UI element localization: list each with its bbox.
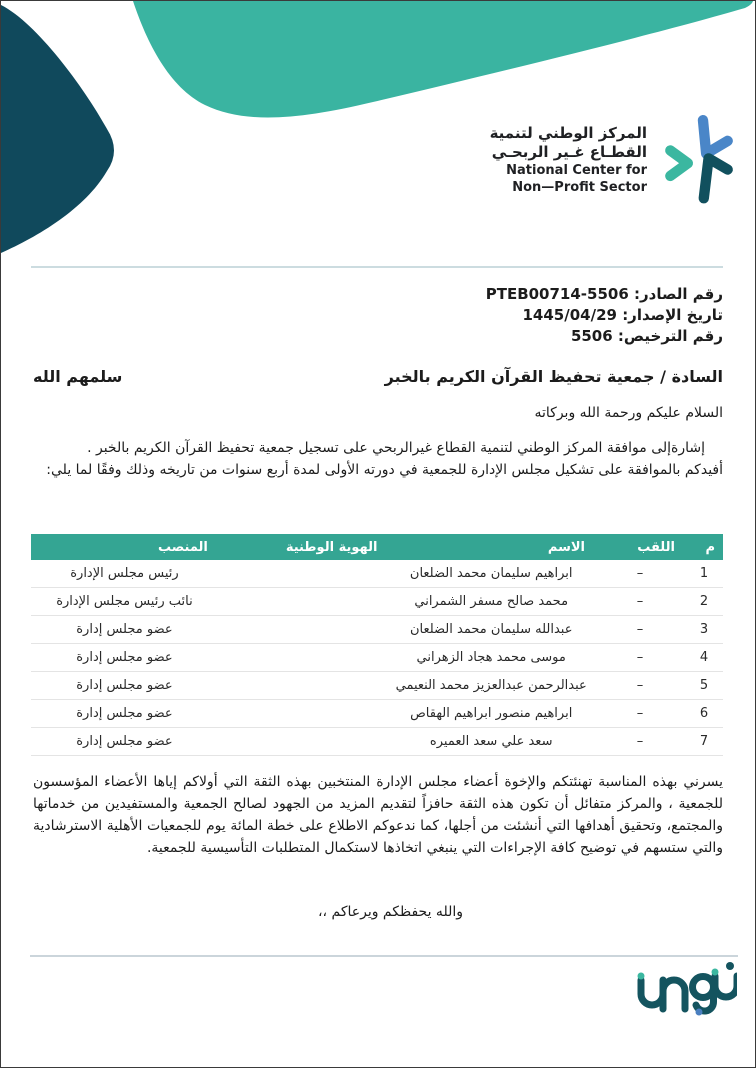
cell-national-id [218, 616, 388, 644]
org-logo-text [490, 124, 647, 196]
org-name-ar-line1: المركز الوطني لتنمية [489, 124, 647, 142]
cell-position: رئيس مجلس الإدارة [31, 560, 218, 588]
col-header-number: م [685, 534, 723, 560]
serial-number-label: رقم الصادر: [634, 285, 723, 303]
col-header-position: المنصب [31, 534, 218, 560]
cell-name: عبدالرحمن عبدالعزيز محمد النعيمي [387, 672, 595, 700]
cell-national-id [218, 672, 388, 700]
table-row [31, 588, 723, 616]
col-header-name: الاسم [387, 534, 595, 560]
ncnp-logo-icon [659, 109, 735, 211]
cell-title: – [595, 672, 685, 700]
doc-info [486, 284, 723, 347]
cell-position: عضو مجلس إدارة [31, 728, 218, 756]
issue-date-line [486, 305, 723, 326]
cell-number: 5 [685, 672, 723, 700]
cell-national-id [218, 644, 388, 672]
cell-name: محمد صالح مسفر الشمراني [387, 588, 595, 616]
board-table-header-row [31, 534, 723, 560]
intro-sentence-2: أفيدكم بالموافقة على تشكيل مجلس الإدارة للجمعية في دورته الأولى لمدة أربع سنوات من تاريخه وذلك وفقًا لما يلي: [46, 462, 723, 478]
org-name-ar-line2: القطـاع غـير الربحـي [491, 143, 647, 161]
cell-name: عبدالله سليمان محمد الضلعان [387, 616, 595, 644]
cell-national-id [218, 728, 388, 756]
salutation-side: سلمهم الله [33, 367, 123, 386]
serial-number-line [486, 284, 723, 305]
cell-title: – [595, 700, 685, 728]
greeting-line: السلام عليكم ورحمة الله وبركاته [534, 405, 723, 421]
cell-number: 1 [685, 560, 723, 588]
cell-name: موسى محمد هجاد الزهراني [387, 644, 595, 672]
intro-sentence-1: إشارةإلى موافقة المركز الوطني لتنمية القطاع غيرالربحي على تسجيل جمعية تحفيظ القرآن الكريم بالخبر . [87, 440, 705, 456]
cell-position: عضو مجلس إدارة [31, 700, 218, 728]
intro-paragraph [33, 437, 723, 481]
col-header-title: اللقب [595, 534, 685, 560]
serial-number-value: PTEB00714-5506 [485, 285, 629, 303]
cell-name: ابراهيم منصور ابراهيم الهقاص [387, 700, 595, 728]
farewell-line: والله يحفظكم ويرعاكم ،، [318, 904, 463, 920]
cell-position: عضو مجلس إدارة [31, 616, 218, 644]
org-name-en-line2: Non—Profit Sector [512, 180, 647, 195]
header-divider [31, 266, 723, 268]
cell-title: – [595, 560, 685, 588]
cell-title: – [595, 588, 685, 616]
cell-title: – [595, 616, 685, 644]
cell-name: سعد علي سعد العميره [387, 728, 595, 756]
addressee-name: السادة / جمعية تحفيظ القرآن الكريم بالخبر [384, 367, 723, 386]
cell-number: 2 [685, 588, 723, 616]
license-number-value: 5506 [570, 327, 613, 345]
org-logo [490, 109, 735, 211]
cell-national-id [218, 560, 388, 588]
cell-title: – [595, 728, 685, 756]
cell-position: نائب رئيس مجلس الإدارة [31, 588, 218, 616]
table-row [31, 644, 723, 672]
cell-national-id [218, 700, 388, 728]
closing-paragraph: يسرني بهذه المناسبة تهنئتكم والإخوة أعضاء مجلس الإدارة المنتخبين بهذه الثقة التي أولاكم إياها الأعضاء المؤسسون للجمعية ، والمركز متفائل أن تكون هذه الثقة حافزاً لتقديم المزيد من الجهود لصالح الجمعية والمستفيدين من خدماتها والمجتمع، وتحقيق أهدافها التي أنشئت من أجلها، كما ندعوكم الاطلاع على خطة المائة يوم للجمعيات الأهلية الاسترشادية والتي ستسهم في توضيح كافة الإجراءات التي ينبغي اتخاذها لاستكمال المتطلبات التأسيسية للجمعية. [33, 774, 723, 856]
addressee-row [33, 367, 723, 386]
issue-date-label: تاريخ الإصدار: [622, 306, 723, 324]
cell-position: عضو مجلس إدارة [31, 644, 218, 672]
license-number-label: رقم الترخيص: [617, 327, 723, 345]
table-row [31, 672, 723, 700]
cell-national-id [218, 588, 388, 616]
nawa-logo-icon [633, 961, 737, 1017]
org-name-en-line1: National Center for [506, 163, 647, 178]
cell-name: ابراهيم سليمان محمد الضلعان [387, 560, 595, 588]
cell-title: – [595, 644, 685, 672]
cell-number: 6 [685, 700, 723, 728]
table-row [31, 700, 723, 728]
issue-date-value: 1445/04/29 [522, 306, 617, 324]
cell-number: 4 [685, 644, 723, 672]
table-row [31, 616, 723, 644]
col-header-national-id: الهوية الوطنية [218, 534, 388, 560]
cell-number: 3 [685, 616, 723, 644]
table-row [31, 728, 723, 756]
cell-number: 7 [685, 728, 723, 756]
license-number-line [486, 326, 723, 347]
footer-divider [30, 955, 738, 957]
board-table [31, 534, 723, 756]
cell-position: عضو مجلس إدارة [31, 672, 218, 700]
table-row [31, 560, 723, 588]
